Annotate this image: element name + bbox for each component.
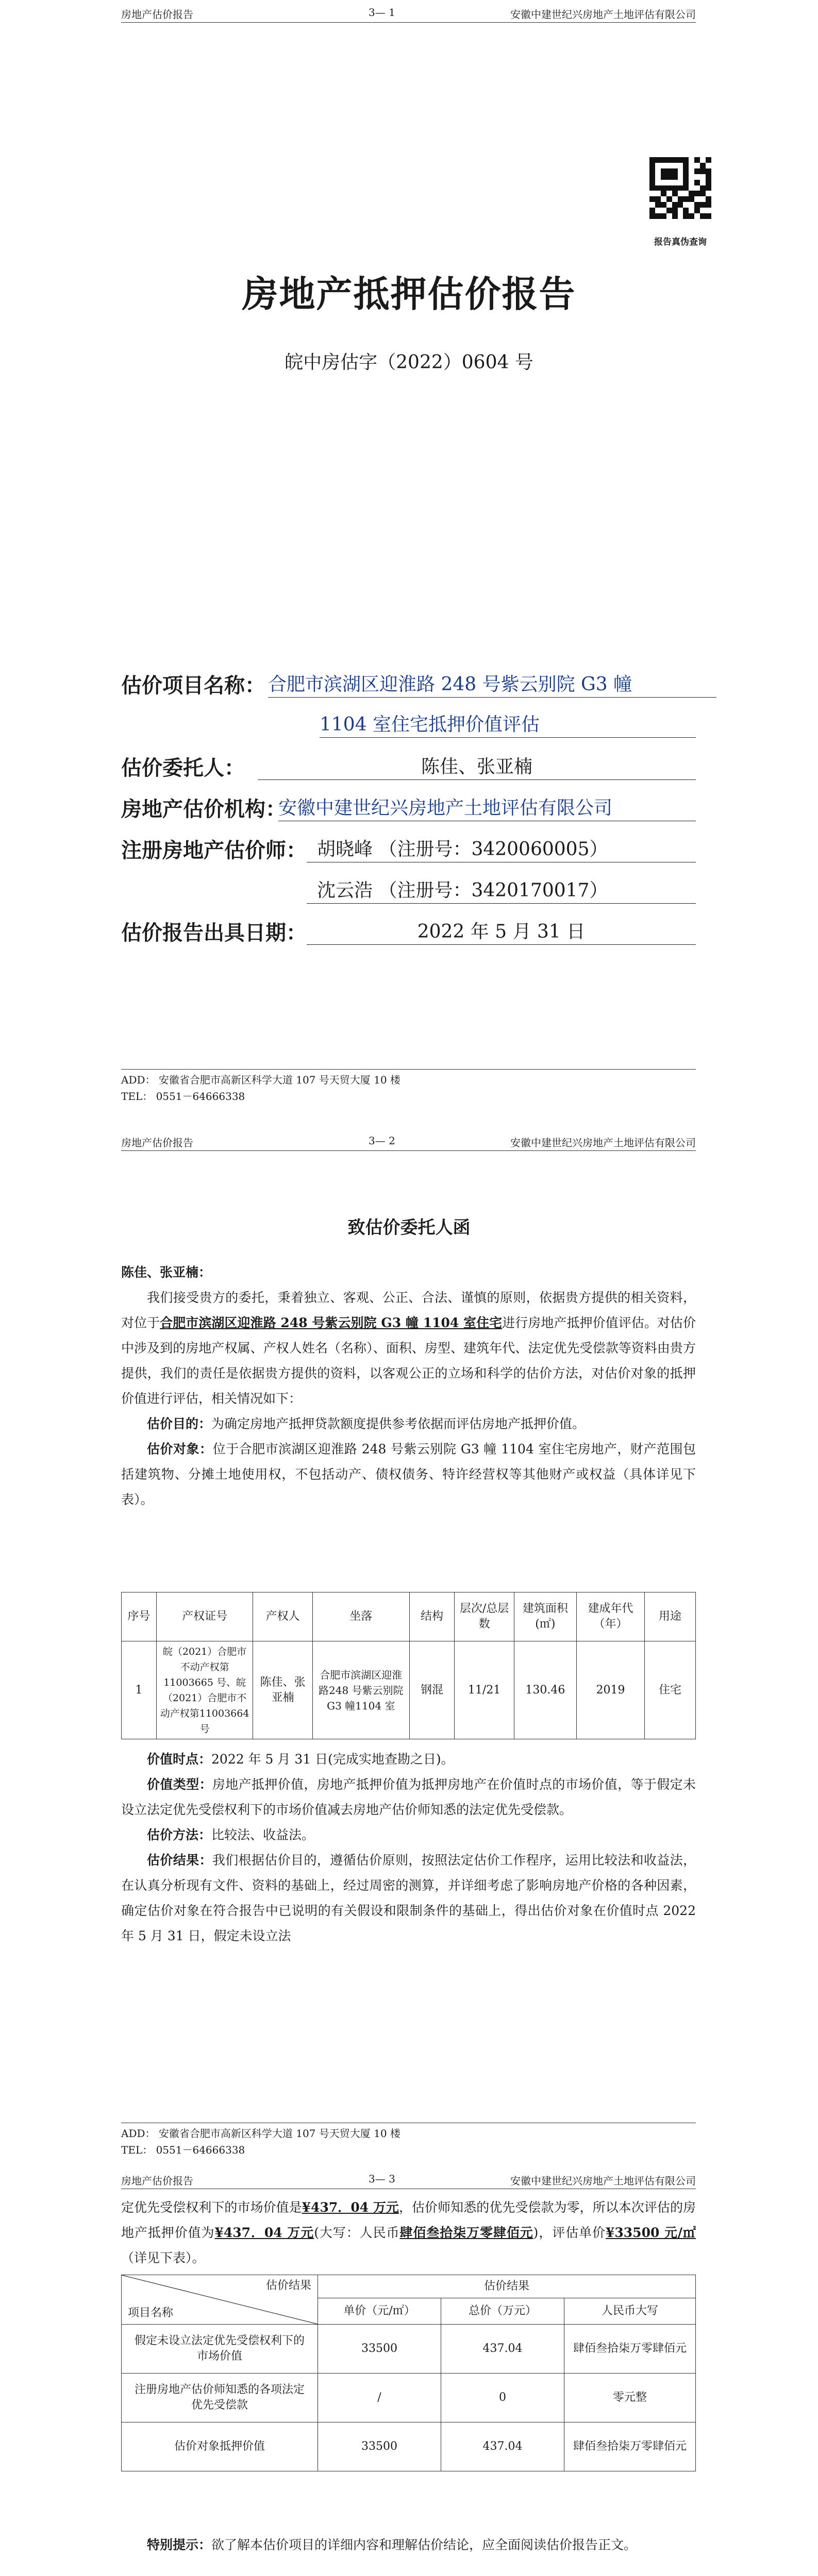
table-header: 产权证号 (156, 1592, 253, 1641)
letter-body (121, 1260, 696, 1512)
header-company: 安徽中建世纪兴房地产土地评估有限公司 (510, 8, 696, 21)
table-cell: 合肥市滨湖区迎淮路248 号紫云别院 G3 幢1104 室 (312, 1641, 409, 1739)
purpose-paragraph (121, 1411, 696, 1436)
qr-caption: 报告真伪查询 (654, 237, 707, 247)
appraiser-1: 胡晓峰 （注册号：3420060005） (307, 837, 696, 862)
table-cell: 住宅 (645, 1641, 696, 1739)
result-group-header: 估价结果 (318, 2275, 696, 2298)
header-company: 安徽中建世纪兴房地产土地评估有限公司 (510, 2175, 696, 2187)
tip-paragraph (121, 2532, 696, 2557)
object-label: 估价对象： (147, 1442, 213, 1456)
mortgage-value: ¥437．04 万元 (214, 2225, 314, 2240)
method-text: 比较法、收益法。 (211, 1827, 315, 1842)
table-cell: 肆佰叁拾柒万零肆佰元 (564, 2422, 696, 2471)
type-paragraph (121, 1772, 696, 1822)
table-cell: 130.46 (514, 1641, 576, 1739)
market-value: ¥437．04 万元 (302, 2200, 399, 2215)
unit-price: ¥33500 元/㎡ (605, 2225, 696, 2240)
type-label: 价值类型： (147, 1777, 212, 1792)
report-title: 房地产抵押估价报告 (242, 273, 576, 315)
page-footer (121, 2123, 696, 2158)
table-cell: 零元整 (564, 2374, 696, 2422)
header-left: 房地产估价报告 (121, 1137, 193, 1149)
page-header (121, 1132, 696, 1151)
table-cell: 437.04 (441, 2325, 564, 2374)
result-label: 估价结果： (147, 1853, 212, 1868)
value-text: （详见下表）。 (121, 2250, 205, 2265)
table-header: 建成年代（年） (576, 1592, 644, 1641)
time-text: 2022 年 5 月 31 日(完成实地查勘之日)。 (211, 1752, 454, 1767)
time-paragraph (121, 1747, 696, 1772)
table-row (122, 2374, 696, 2422)
time-label: 价值时点： (147, 1752, 212, 1767)
purpose-text: 为确定房地产抵押贷款额度提供参考依据而评估房地产抵押价值。 (211, 1416, 586, 1431)
client-value: 陈佳、张亚楠 (258, 755, 696, 780)
appraiser-label: 注册房地产估价师： (121, 838, 307, 862)
table-header: 产权人 (253, 1592, 313, 1641)
qr-code-icon[interactable] (649, 157, 711, 219)
header-page-number: 3— 3 (369, 2173, 395, 2185)
page-header (121, 2171, 696, 2189)
table-cell: 33500 (318, 2325, 441, 2374)
table-row (122, 2422, 696, 2471)
table-header: 序号 (122, 1592, 157, 1641)
corner-top-label: 估价结果 (265, 2279, 311, 2292)
value-in-words: 肆佰叁拾柒万零肆佰元 (399, 2225, 533, 2240)
footer-address: ADD： 安徽省合肥市高新区科学大道 107 号天贸大厦 10 楼 (121, 1074, 400, 1086)
salutation: 陈佳、张亚楠： (121, 1265, 212, 1280)
intro-paragraph (121, 1285, 696, 1411)
purpose-label: 估价目的： (147, 1416, 212, 1431)
method-label: 估价方法： (147, 1827, 212, 1842)
property-table (121, 1592, 696, 1739)
header-left: 房地产估价报告 (121, 2175, 193, 2187)
table-header-row (122, 1592, 696, 1641)
table-header: 结构 (409, 1592, 455, 1641)
header-rule (121, 1150, 696, 1151)
tip-text-block (121, 2532, 696, 2557)
header-company: 安徽中建世纪兴房地产土地评估有限公司 (510, 1137, 696, 1149)
agency-label: 房地产估价机构： (121, 797, 286, 821)
project-label: 估价项目名称： (121, 673, 265, 698)
project-name-line1: 合肥市滨湖区迎淮路 248 号紫云别院 G3 幢 (268, 672, 716, 698)
intro-text: 我们接受贵方的委托，秉着独立、客观、公正、合法、谨慎的原则，依据贵方提供的相关资料，对位于 (121, 1290, 696, 1330)
table-row (122, 2325, 696, 2374)
date-value: 2022 年 5 月 31 日 (307, 920, 696, 945)
table-cell: 437.04 (441, 2422, 564, 2471)
result-col-header: 单价（元/㎡） (318, 2298, 441, 2325)
table-header: 建筑面积(㎡) (514, 1592, 576, 1641)
footer-tel: TEL： 0551－64666338 (121, 2144, 245, 2156)
header-rule (121, 22, 696, 23)
result-text: 我们根据估价目的，遵循估价原则，按照法定估价工作程序，运用比较法和收益法，在认真分析现有文件、资料的基础上，经过周密的测算，并详细考虑了影响房地产价格的各种因素，确定估价对象在符合报告中已说明的有关假设和限制条件的基础上，得出估价对象在价值时点 2022 年 5 月 31 日，假定未设立法 (121, 1853, 696, 1943)
client-label: 估价委托人： (121, 756, 245, 780)
value-text: 定优先受偿权利下的市场价值是 (121, 2200, 302, 2215)
letter-body-cont (121, 1747, 696, 1948)
result-col-header: 总价（万元） (441, 2298, 564, 2325)
table-cell: 33500 (318, 2422, 441, 2471)
tip-label: 特别提示： (147, 2537, 212, 2552)
value-text: )，评估单价 (533, 2225, 606, 2240)
table-cell: 肆佰叁拾柒万零肆佰元 (564, 2325, 696, 2374)
result-table-group-row (122, 2275, 696, 2298)
table-cell: 皖（2021）合肥市不动产权第11003665 号、皖（2021）合肥市不动产权第11003664 号 (156, 1641, 253, 1739)
footer-rule (121, 1069, 696, 1070)
project-name-line2: 1104 室住宅抵押价值评估 (320, 713, 696, 738)
property-address: 合肥市滨湖区迎淮路 248 号紫云别院 G3 幢 1104 室住宅 (160, 1315, 503, 1330)
table-cell: 注册房地产估价师知悉的各项法定优先受偿款 (122, 2374, 318, 2422)
object-text: 位于合肥市滨湖区迎淮路 248 号紫云别院 G3 幢 1104 室住宅房地产，财产范围包括建筑物、分摊土地使用权，不包括动产、债权债务、特许经营权等其他财产或权益（具体详见下表）。 (121, 1442, 696, 1507)
report-number: 皖中房估字（2022）0604 号 (285, 352, 533, 373)
tip-text: 欲了解本估价项目的详细内容和理解估价结论，应全面阅读估价报告正文。 (211, 2537, 637, 2552)
table-cell: / (318, 2374, 441, 2422)
table-cell: 0 (441, 2374, 564, 2422)
result-table (121, 2275, 696, 2471)
object-paragraph (121, 1436, 696, 1512)
value-text: ，估价师知悉的优先受偿款为零，所以本次评估的房地产抵押价值为 (121, 2200, 696, 2240)
header-page-number: 3— 2 (369, 1134, 395, 1147)
appraiser-2: 沈云浩 （注册号：3420170017） (307, 878, 696, 904)
table-cell: 11/21 (455, 1641, 514, 1739)
result-table-corner (122, 2275, 318, 2325)
cover-page (0, 0, 818, 1103)
table-header: 层次/总层数 (455, 1592, 514, 1641)
page-footer (121, 1069, 696, 1105)
corner-bottom-label: 项目名称 (128, 2307, 174, 2319)
header-page-number: 3— 1 (369, 6, 395, 19)
page-header (121, 4, 696, 23)
valuation-paragraph (121, 2195, 696, 2270)
letter-page-2 (0, 2166, 818, 2576)
table-header: 坐落 (312, 1592, 409, 1641)
header-left: 房地产估价报告 (121, 8, 193, 21)
footer-address: ADD： 安徽省合肥市高新区科学大道 107 号天贸大厦 10 楼 (121, 2127, 400, 2140)
value-text: (大写：人民币 (314, 2225, 400, 2240)
table-header: 用途 (645, 1592, 696, 1641)
table-cell: 假定未设立法定优先受偿权利下的市场价值 (122, 2325, 318, 2374)
table-cell: 估价对象抵押价值 (122, 2422, 318, 2471)
agency-value: 安徽中建世纪兴房地产土地评估有限公司 (278, 796, 696, 821)
type-text: 房地产抵押价值，房地产抵押价值为抵押房地产在价值时点的市场价值，等于假定未设立法定优先受偿权利下的市场价值减去房地产估价师知悉的法定优先受偿款。 (121, 1777, 696, 1817)
table-cell: 陈佳、张亚楠 (253, 1641, 313, 1739)
table-cell: 2019 (576, 1641, 644, 1739)
intro-text-rest: 进行房地产抵押价值评估。对估价中涉及到的房地产权属、产权人姓名（名称）、面积、房型、建筑年代、法定优先受偿款等资料由贵方提供，我们的责任是依据贵方提供的资料，以客观公正的立场和科学的估价方法，对估价对象的抵押价值进行评估，相关情况如下： (121, 1315, 696, 1406)
table-row (122, 1641, 696, 1739)
method-paragraph (121, 1822, 696, 1848)
table-cell: 钢混 (409, 1641, 455, 1739)
result-col-header: 人民币大写 (564, 2298, 696, 2325)
result-paragraph (121, 1848, 696, 1948)
date-label: 估价报告出具日期： (121, 921, 307, 945)
footer-tel: TEL： 0551－64666338 (121, 1090, 245, 1103)
table-cell: 1 (122, 1641, 157, 1739)
letter-page-1 (0, 1128, 818, 2210)
letter-title: 致估价委托人函 (347, 1217, 471, 1238)
